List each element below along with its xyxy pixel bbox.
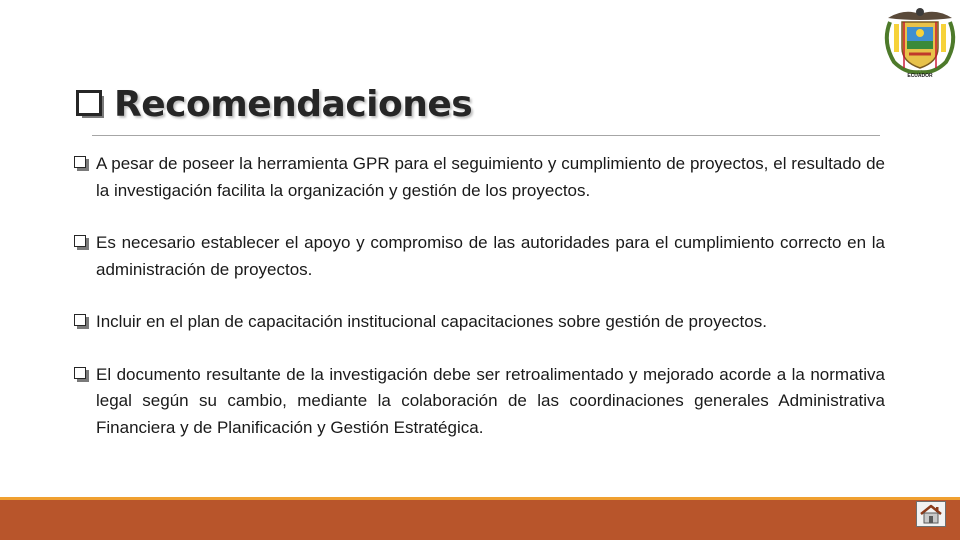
checkbox-bullet-icon <box>74 314 89 329</box>
coat-of-arms-icon <box>878 2 960 80</box>
title-row <box>76 78 472 130</box>
title-divider <box>92 135 880 136</box>
bullet-text: Es necesario establecer el apoyo y compromiso de las autoridades para el cumplimiento correcto en la administración de proyectos. <box>96 233 885 279</box>
bullet-text: El documento resultante de la investigación debe ser retroalimentado y mejorado acorde a la normativa legal según su cambio, mediante la colaboración de las coordinaciones generales Administrativa Financiera y de Planificación y Gestión Estratégica. <box>96 364 885 437</box>
bullet-text: A pesar de poseer la herramienta GPR para el seguimiento y cumplimiento de proyectos, el resultado de la investigación facilita la organización y gestión de los proyectos. <box>96 154 885 200</box>
checkbox-bullet-icon <box>76 90 104 118</box>
home-button[interactable] <box>916 501 946 527</box>
bullet-text: Incluir en el plan de capacitación institucional capacitaciones sobre gestión de proyectos. <box>96 312 767 331</box>
home-icon <box>917 502 945 526</box>
slide-title: Recomendaciones <box>114 83 473 125</box>
checkbox-bullet-icon <box>74 156 89 171</box>
bullet-item <box>73 362 885 442</box>
logo-caption: ECUADOR <box>907 73 933 79</box>
bullet-list <box>73 151 885 467</box>
bullet-item <box>73 151 885 204</box>
checkbox-bullet-icon <box>74 367 89 382</box>
bullet-item <box>73 230 885 283</box>
bullet-item <box>73 309 885 336</box>
footer-bar <box>0 500 960 540</box>
checkbox-bullet-icon <box>74 235 89 250</box>
